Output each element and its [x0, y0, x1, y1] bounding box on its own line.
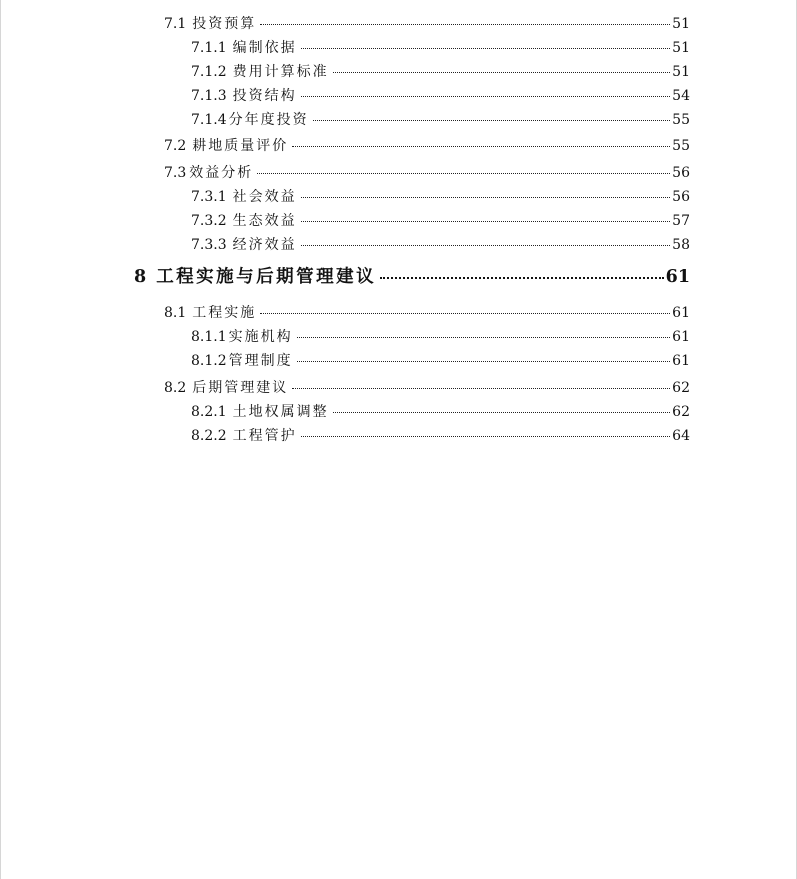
- dot-leader: [297, 349, 671, 362]
- toc-entry-7-3-3[interactable]: [191, 236, 690, 254]
- dot-leader: [301, 36, 671, 49]
- toc-entry-number: 8.2: [164, 380, 187, 396]
- toc-entry-title: 后期管理建议: [192, 380, 289, 396]
- toc-entry-number: 8.1.2: [191, 353, 227, 369]
- toc-entry-page: 64: [672, 428, 690, 444]
- toc-entry-page: 62: [672, 404, 690, 420]
- toc-entry-number: 7.1.2: [191, 64, 227, 80]
- toc-entry-title: 生态效益: [232, 213, 297, 229]
- toc-entry-chapter-8[interactable]: [134, 266, 690, 288]
- toc-entry-title: 投资结构: [232, 88, 297, 104]
- toc-entry-7-1-4[interactable]: [191, 111, 690, 129]
- toc-entry-page: 56: [672, 189, 690, 205]
- toc-entry-page: 51: [672, 16, 690, 32]
- toc-entry-title: 社会效益: [232, 189, 297, 205]
- toc-entry-page: 61: [672, 353, 690, 369]
- dot-leader: [333, 60, 671, 73]
- toc-entry-page: 56: [672, 165, 690, 181]
- dot-leader: [301, 209, 671, 222]
- toc-entry-title: 工程管护: [232, 428, 297, 444]
- dot-leader: [257, 161, 670, 174]
- toc-entry-8-1-1[interactable]: [191, 328, 690, 346]
- toc-entry-title: 工程实施与后期管理建议: [156, 267, 377, 287]
- toc-entry-page: 61: [672, 329, 690, 345]
- toc-entry-title: 投资预算: [192, 16, 257, 32]
- toc-entry-number: 7.3.2: [191, 213, 227, 229]
- dot-leader: [333, 400, 671, 413]
- toc-entry-8-1[interactable]: [164, 304, 690, 322]
- toc-entry-number: 7.1.4: [191, 112, 227, 128]
- toc-entry-page: 55: [672, 112, 690, 128]
- toc-entry-page: 61: [665, 267, 690, 287]
- toc-entry-page: 58: [672, 237, 690, 253]
- dot-leader: [301, 84, 671, 97]
- toc-entry-title: 费用计算标准: [232, 64, 329, 80]
- dot-leader: [301, 424, 671, 437]
- toc-entry-number: 8.2.1: [191, 404, 227, 420]
- toc-entry-title: 土地权属调整: [232, 404, 329, 420]
- toc-entry-7-3-1[interactable]: [191, 188, 690, 206]
- toc-entry-page: 51: [672, 40, 690, 56]
- toc-entry-7-1-2[interactable]: [191, 63, 690, 81]
- toc-entry-title: 工程实施: [192, 305, 257, 321]
- toc-entry-number: 8.1: [164, 305, 187, 321]
- toc-entry-title: 实施机构: [228, 329, 293, 345]
- toc-entry-page: 54: [672, 88, 690, 104]
- toc-entry-number: 7.3: [164, 165, 187, 181]
- toc-entry-number: 8.2.2: [191, 428, 227, 444]
- toc-entry-7-1[interactable]: [164, 15, 690, 33]
- toc-entry-8-2-1[interactable]: [191, 403, 690, 421]
- toc-entry-page: 51: [672, 64, 690, 80]
- dot-leader: [301, 185, 671, 198]
- toc-entry-8-2-2[interactable]: [191, 427, 690, 445]
- toc-entry-8-1-2[interactable]: [191, 352, 690, 370]
- toc-entry-title: 效益分析: [189, 165, 254, 181]
- dot-leader: [292, 134, 670, 147]
- toc-entry-8-2[interactable]: [164, 379, 690, 397]
- toc-entry-page: 62: [672, 380, 690, 396]
- toc-entry-7-2[interactable]: [164, 137, 690, 155]
- dot-leader: [292, 376, 670, 389]
- toc-entry-7-1-1[interactable]: [191, 39, 690, 57]
- toc-entry-number: 8: [134, 267, 147, 287]
- toc-entry-title: 分年度投资: [228, 112, 309, 128]
- toc-entry-title: 管理制度: [228, 353, 293, 369]
- dot-leader: [313, 108, 671, 121]
- toc-entry-page: 61: [672, 305, 690, 321]
- toc-entry-page: 55: [672, 138, 690, 154]
- dot-leader: [297, 325, 671, 338]
- dot-leader: [380, 263, 663, 279]
- toc-entry-number: 7.3.3: [191, 237, 227, 253]
- toc-entry-7-1-3[interactable]: [191, 87, 690, 105]
- toc-entry-number: 7.1.3: [191, 88, 227, 104]
- toc-entry-number: 7.1: [164, 16, 187, 32]
- toc-entry-page: 57: [672, 213, 690, 229]
- dot-leader: [260, 12, 670, 25]
- toc-entry-7-3-2[interactable]: [191, 212, 690, 230]
- toc-entry-number: 8.1.1: [191, 329, 227, 345]
- toc-entry-title: 耕地质量评价: [192, 138, 289, 154]
- toc-entry-number: 7.3.1: [191, 189, 227, 205]
- toc-entry-number: 7.1.1: [191, 40, 227, 56]
- toc-entry-number: 7.2: [164, 138, 187, 154]
- toc-entry-title: 经济效益: [232, 237, 297, 253]
- toc-entry-7-3[interactable]: [164, 164, 690, 182]
- dot-leader: [301, 233, 671, 246]
- dot-leader: [260, 301, 670, 314]
- toc-entry-title: 编制依据: [232, 40, 297, 56]
